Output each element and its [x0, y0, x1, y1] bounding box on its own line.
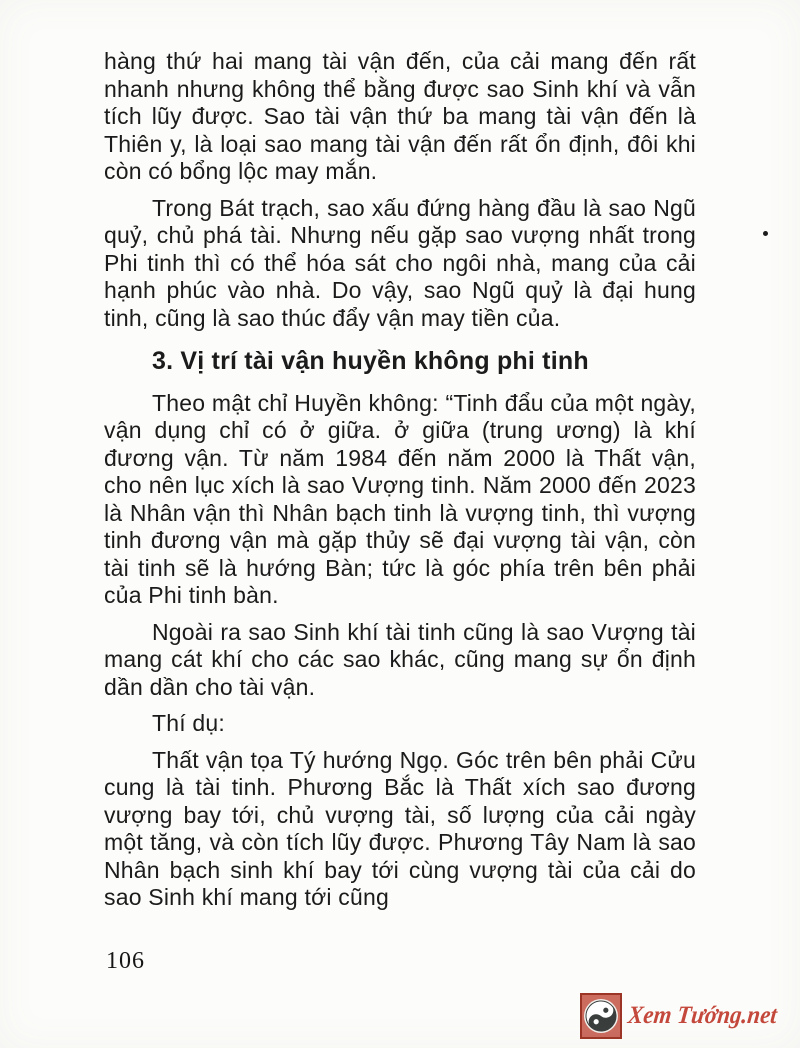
- ink-speck: [763, 231, 768, 236]
- yin-yang-icon: [580, 993, 622, 1039]
- paragraph: Ngoài ra sao Sinh khí tài tinh cũng là sao Vượng tài mang cát khí cho các sao khác, cũng mang sự ổn định dần dần cho tài vận.: [104, 618, 696, 700]
- paragraph: Thất vận tọa Tý hướng Ngọ. Góc trên bên phải Cửu cung là tài tinh. Phương Bắc là Thất xích sao đương vượng bay tới, chủ vượng tài, số lượng của cải ngày một tăng, và còn tích lũy được. Phương Tây Nam là sao Nhân bạch sinh khí bay tới cùng vượng tài của cải do sao Sinh khí mang tới cũng: [104, 746, 696, 910]
- paragraph: Theo mật chỉ Huyền không: “Tinh đẩu của một ngày, vận dụng chỉ có ở giữa. ở giữa (trung ương) là khí đương vận. Từ năm 1984 đến năm 2000 là Thất vận, cho nên lục xích là sao Vượng tinh. Năm 2000 đến 2023 là Nhân vận thì Nhân bạch tinh là vượng tinh, thì vượng tinh đương vận mà gặp thủy sẽ đại vượng tài vận, còn tài tinh sẽ là hướng Bàn; tức là góc phía trên bên phải của Phi tinh bàn.: [104, 389, 696, 608]
- watermark: [580, 990, 794, 1042]
- watermark-site-name: Xem Tướng.net: [626, 1002, 779, 1029]
- page-number: 106: [106, 948, 145, 974]
- paragraph: Thí dụ:: [152, 710, 225, 736]
- section-heading: 3. Vị trí tài vận huyền không phi tinh: [152, 347, 589, 375]
- page-text-content: [104, 48, 696, 921]
- paragraph: Trong Bát trạch, sao xấu đứng hàng đầu là sao Ngũ quỷ, chủ phá tài. Nhưng nếu gặp sao vượng nhất trong Phi tinh thì có thể hóa sát cho ngôi nhà, mang của cải hạnh phúc vào nhà. Do vậy, sao Ngũ quỷ là đại hung tinh, cũng là sao thúc đẩy vận may tiền của.: [104, 194, 696, 331]
- paragraph: hàng thứ hai mang tài vận đến, của cải mang đến rất nhanh nhưng không thể bằng được sao Sinh khí và vẫn tích lũy được. Sao tài vận thứ ba mang tài vận đến là Thiên y, là loại sao mang tài vận đến rất ổn định, đôi khi còn có bổng lộc may mắn.: [104, 48, 696, 184]
